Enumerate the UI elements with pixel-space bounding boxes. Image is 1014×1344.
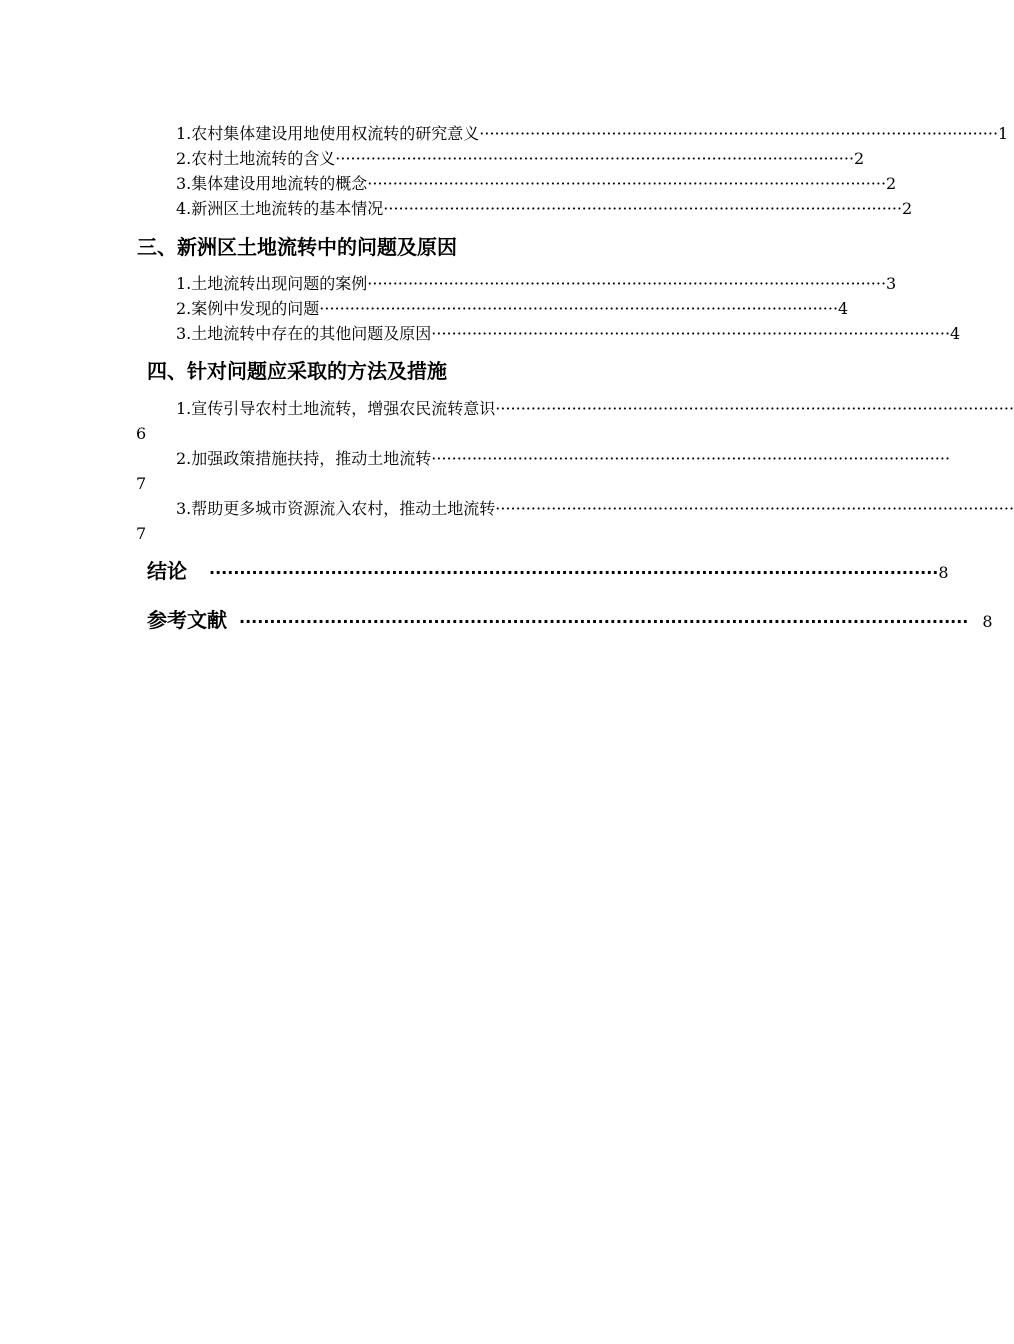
toc-entry-title: 案例中发现的问题 — [191, 299, 320, 318]
toc-entry[interactable] — [176, 199, 913, 219]
toc-entry[interactable] — [176, 124, 1009, 144]
toc-leader-dots: ························································································································ — [239, 612, 969, 631]
toc-entry-page: 4 — [838, 299, 849, 318]
toc-leader-dots: ······································································································ — [335, 149, 855, 168]
toc-entry-title: 加强政策措施扶持，推动土地流转 — [191, 449, 432, 468]
toc-entry[interactable] — [176, 299, 849, 319]
toc-entry-title: 土地流转中存在的其他问题及原因 — [191, 324, 432, 343]
toc-leader-dots: ······································································································ — [431, 324, 951, 343]
toc-entry-page: 2 — [854, 149, 865, 168]
toc-entry-number: 3. — [176, 499, 192, 518]
toc-entry-title: 土地流转出现问题的案例 — [191, 274, 368, 293]
toc-entry-page: 3 — [886, 274, 897, 293]
toc-references-label: 参考文献 — [147, 608, 227, 632]
toc-references-page: 8 — [982, 612, 993, 631]
toc-leader-dots: ······································································································ — [319, 299, 839, 318]
toc-leader-dots: ······································································································ — [495, 399, 1014, 418]
toc-conclusion[interactable] — [147, 559, 949, 585]
toc-entry-number: 1. — [176, 124, 192, 143]
toc-entry-number: 2. — [176, 299, 192, 318]
toc-leader-dots: ······································································································ — [367, 174, 887, 193]
toc-conclusion-label: 结论 — [147, 559, 187, 583]
toc-entry-number: 1. — [176, 274, 192, 293]
toc-entry[interactable] — [176, 499, 1014, 519]
toc-entry-number: 4. — [176, 199, 192, 218]
toc-entry-number: 3. — [176, 324, 192, 343]
toc-entry-number: 3. — [176, 174, 192, 193]
toc-entry-number: 2. — [176, 149, 192, 168]
toc-entry-title: 帮助更多城市资源流入农村，推动土地流转 — [191, 499, 496, 518]
toc-leader-dots: ······································································································ — [367, 274, 887, 293]
toc-entry-page: 7 — [136, 474, 147, 493]
toc-references[interactable] — [147, 608, 993, 634]
toc-leader-dots: ······································································································ — [479, 124, 999, 143]
toc-entry-page: 6 — [136, 424, 147, 443]
toc-conclusion-page: 8 — [938, 563, 949, 582]
toc-entry-title: 集体建设用地流转的概念 — [191, 174, 368, 193]
toc-entry-page: 4 — [950, 324, 961, 343]
toc-entry-page: 7 — [136, 524, 147, 543]
toc-entry[interactable] — [176, 149, 865, 169]
toc-leader-dots: ······································································································ — [383, 199, 903, 218]
toc-entry[interactable] — [176, 449, 951, 469]
toc-entry-title: 农村土地流转的含义 — [191, 149, 336, 168]
section-heading-3[interactable]: 三、新洲区土地流转中的问题及原因 — [137, 235, 457, 259]
toc-entry-title: 农村集体建设用地使用权流转的研究意义 — [191, 124, 480, 143]
toc-entry[interactable] — [176, 274, 897, 294]
toc-entry-number: 1. — [176, 399, 192, 418]
toc-entry-title: 宣传引导农村土地流转，增强农民流转意识 — [191, 399, 496, 418]
toc-entry[interactable] — [176, 324, 961, 344]
toc-leader-dots: ························································································································ — [209, 563, 939, 582]
toc-leader-dots: ······································································································ — [495, 499, 1014, 518]
toc-entry-page: 2 — [886, 174, 897, 193]
section-heading-4[interactable]: 四、针对问题应采取的方法及措施 — [147, 359, 447, 383]
toc-entry-title: 新洲区土地流转的基本情况 — [191, 199, 384, 218]
toc-entry-number: 2. — [176, 449, 192, 468]
toc-entry-page: 2 — [902, 199, 913, 218]
toc-entry[interactable] — [176, 174, 897, 194]
toc-entry-page: 1 — [998, 124, 1009, 143]
toc-entry[interactable] — [176, 399, 1014, 419]
toc-leader-dots: ······································································································ — [431, 449, 951, 468]
